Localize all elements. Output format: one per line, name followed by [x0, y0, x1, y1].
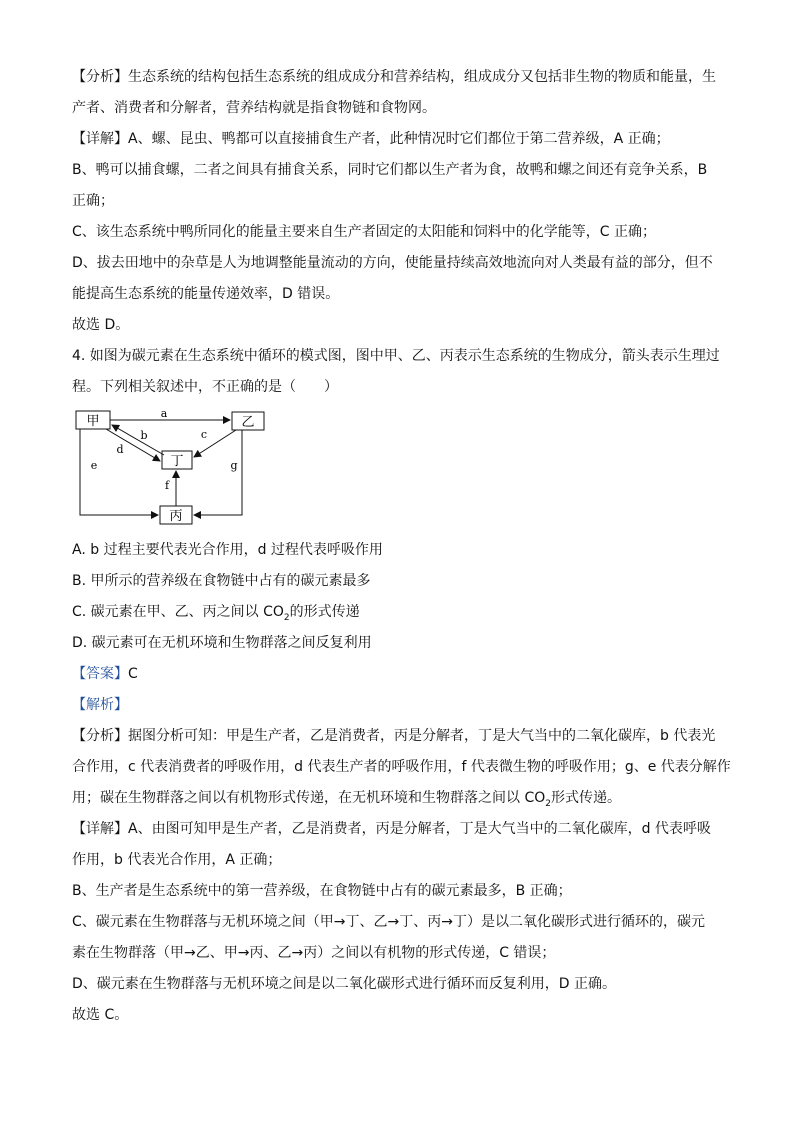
detail-tag: 【详解】	[72, 131, 128, 147]
text-line: D、拔去田地中的杂草是人为地调整能量流动的方向，使能量持续高效地流向对人类最有益的部分，但不	[72, 255, 713, 271]
label-a: a	[160, 407, 168, 420]
carbon-cycle-diagram	[72, 409, 722, 525]
text-line	[72, 783, 722, 814]
option-b: B. 甲所示的营养级在食物链中占有的碳元素最多	[72, 573, 371, 589]
node-yi: 乙	[241, 415, 255, 430]
xiangjie-tag: 【详解】	[72, 821, 128, 837]
answer-value: C	[128, 666, 138, 682]
label-b: b	[140, 429, 148, 442]
node-jia: 甲	[86, 414, 100, 429]
text-line: 据图分析可知：甲是生产者，乙是消费者，丙是分解者，丁是大气当中的二氧化碳库，b 代表光	[128, 728, 716, 744]
page-content	[72, 62, 731, 1031]
diagram-svg	[72, 409, 272, 525]
fenxi-paragraph	[72, 721, 722, 752]
label-e: e	[90, 459, 98, 472]
analysis-tag: 【分析】	[72, 69, 128, 85]
answer-label: 【答案】	[72, 666, 128, 682]
text-line: 正确；	[72, 193, 114, 209]
option-c-text-end: 的形式传递	[289, 604, 360, 620]
xiangjie-paragraph	[72, 814, 722, 845]
conclusion-line: 故选 D。	[72, 317, 130, 333]
text-seg: 形式传递。	[550, 790, 621, 806]
conclusion-line: 故选 C。	[72, 1007, 129, 1023]
option-a: A. b 过程主要代表光合作用，d 过程代表呼吸作用	[72, 542, 383, 558]
label-d: d	[116, 443, 124, 456]
analysis-paragraph-1	[72, 62, 722, 93]
node-ding: 丁	[170, 454, 184, 469]
text-line: C、碳元素在生物群落与无机环境之间（甲→丁、乙→丁、丙→丁）是以二氧化碳形式进行循环的，碳元	[72, 914, 705, 930]
option-d: D. 碳元素可在无机环境和生物群落之间反复利用	[72, 635, 372, 651]
text-line: 素在生物群落（甲→乙、甲→丙、乙→丙）之间以有机物的形式传递，C 错误；	[72, 945, 556, 961]
text-line: 能提高生态系统的能量传递效率，D 错误。	[72, 286, 340, 302]
subscript: 2	[283, 612, 290, 623]
subscript: 2	[545, 798, 551, 809]
question-stem-cont: 程。下列相关叙述中，不正确的是（ ）	[72, 379, 338, 395]
text-line: 产者、消费者和分解者，营养结构就是指食物链和食物网。	[72, 100, 436, 116]
answer-line	[72, 659, 722, 690]
text-line: 生态系统的结构包括生态系统的组成成分和营养结构，组成成分又包括非生物的物质和能量，生	[128, 69, 716, 85]
label-f: f	[164, 479, 170, 492]
text-line: A、螺、昆虫、鸭都可以直接捕食生产者，此种情况时它们都位于第二营养级，A 正确；	[128, 131, 670, 147]
text-line: 作用，b 代表光合作用，A 正确；	[72, 852, 282, 868]
text-line: A、由图可知甲是生产者，乙是消费者，丙是分解者，丁是大气当中的二氧化碳库，d 代表呼吸	[128, 821, 711, 837]
option-c-text: C. 碳元素在甲、乙、丙之间以 CO	[72, 604, 284, 620]
text-line: B、生产者是生态系统中的第一营养级，在食物链中占有的碳元素最多，B 正确；	[72, 883, 572, 899]
text-line: B、鸭可以捕食螺，二者之间具有捕食关系，同时它们都以生产者为食，故鸭和螺之间还有竞争关系，B	[72, 162, 708, 178]
arrow-d	[106, 429, 160, 461]
label-c: c	[200, 428, 208, 441]
arrow-g	[194, 430, 242, 515]
analysis-label: 【解析】	[72, 697, 128, 713]
text-line: C、该生态系统中鸭所同化的能量主要来自生产者固定的太阳能和饲料中的化学能等，C 正确；	[72, 224, 656, 240]
option-c	[72, 597, 722, 628]
text-seg: 用；碳在生物群落之间以有机物形式传递，在无机环境和生物群落之间以 CO	[72, 790, 546, 806]
text-line: D、碳元素在生物群落与无机环境之间是以二氧化碳形式进行循环而反复利用，D 正确。	[72, 976, 617, 992]
detail-paragraph-1	[72, 124, 722, 155]
question-stem: 4. 如图为碳元素在生态系统中循环的模式图，图中甲、乙、丙表示生态系统的生物成分，箭头表示生理过	[72, 348, 720, 364]
label-g: g	[230, 459, 238, 472]
text-line: 合作用，c 代表消费者的呼吸作用，d 代表生产者的呼吸作用，f 代表微生物的呼吸作用；g、e 代表分解作	[72, 759, 731, 775]
node-bing: 丙	[169, 509, 183, 524]
fenxi-tag: 【分析】	[72, 728, 128, 744]
